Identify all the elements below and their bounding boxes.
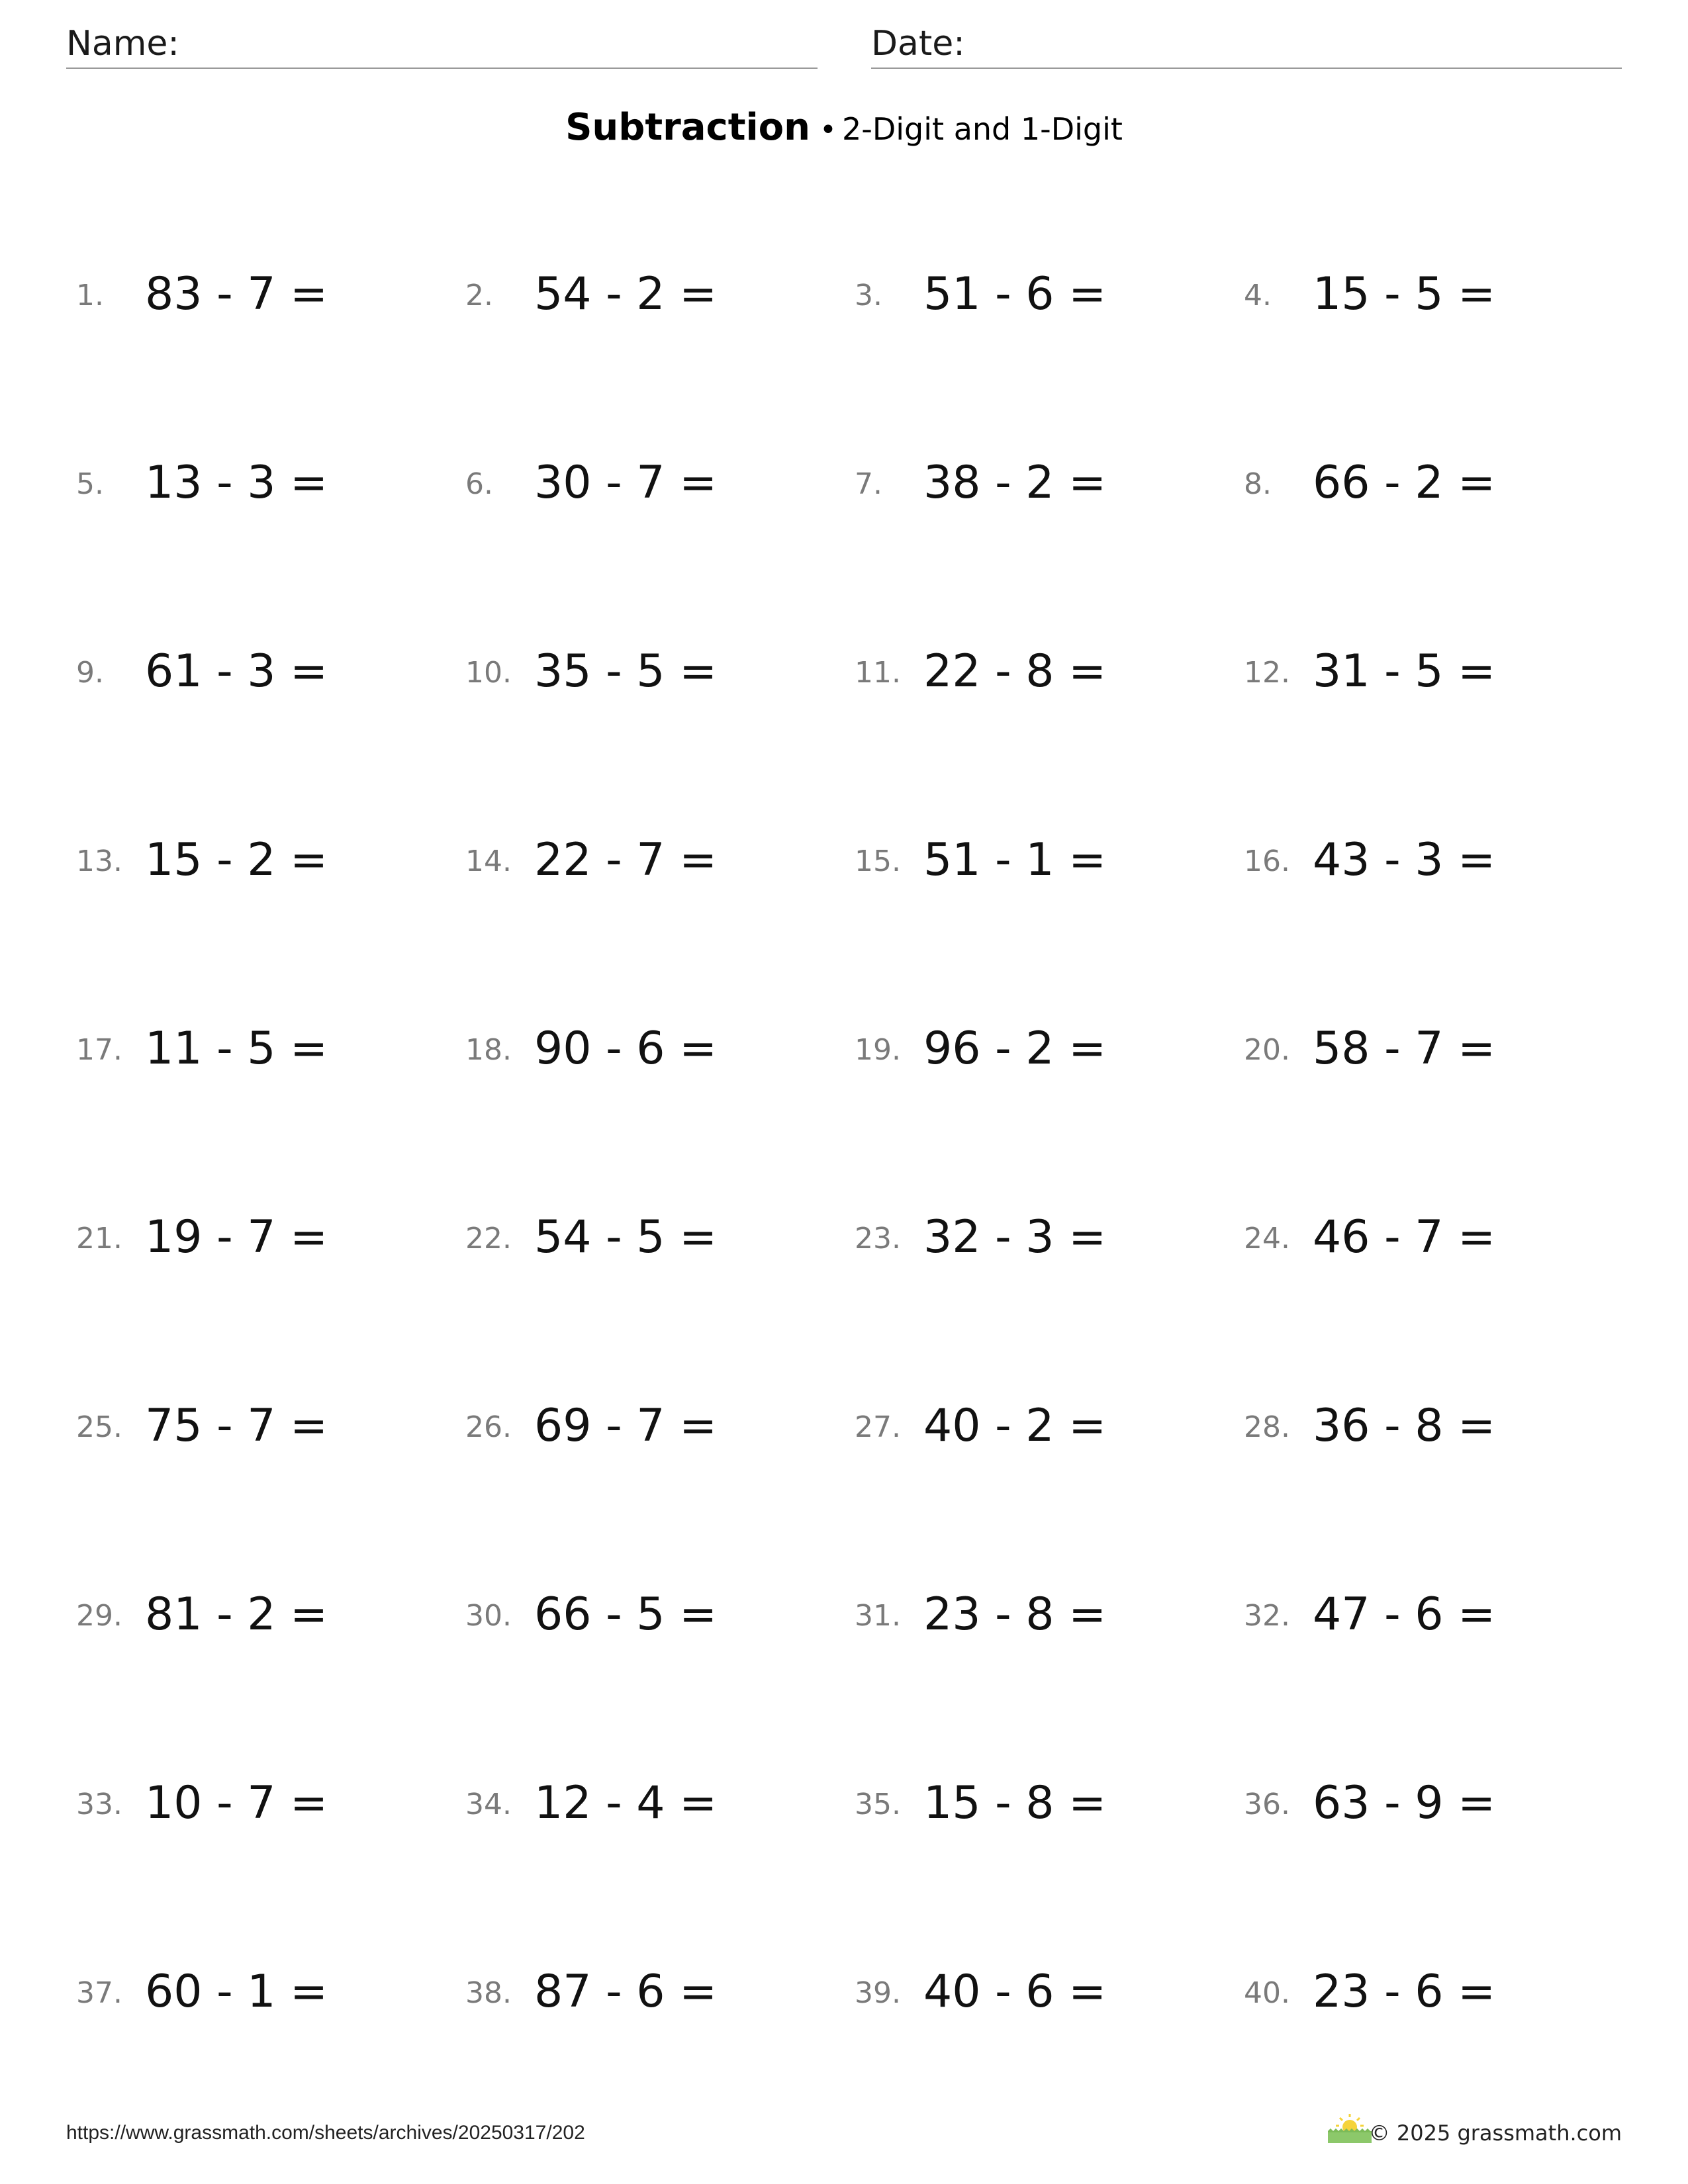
problem-expression: 81 - 2 = [145, 1588, 328, 1641]
problem-number: 16. [1244, 844, 1290, 878]
problem-expression: 19 - 7 = [145, 1211, 328, 1263]
problem-number: 22. [465, 1222, 512, 1255]
problem-number: 1. [76, 279, 104, 312]
problem-number: 34. [465, 1788, 512, 1821]
problem-expression: 96 - 2 = [923, 1023, 1107, 1075]
problem-expression: 54 - 5 = [534, 1211, 718, 1263]
worksheet-title [0, 106, 1688, 149]
problem-number: 20. [1244, 1033, 1290, 1067]
grass-sun-logo-icon [1327, 2111, 1373, 2144]
footer-url[interactable]: https://www.grassmath.com/sheets/archives/20250317/202 [66, 2122, 585, 2144]
problem-expression: 13 - 3 = [145, 457, 328, 509]
problem-number: 17. [76, 1033, 122, 1067]
footer-copyright: © 2025 grassmath.com [1368, 2120, 1622, 2146]
problem-number: 30. [465, 1599, 512, 1633]
problem-number: 27. [855, 1410, 901, 1444]
name-label: Name: [66, 24, 179, 64]
problem-number: 24. [1244, 1222, 1290, 1255]
title-main: Subtraction [565, 106, 811, 149]
problem-expression: 10 - 7 = [145, 1777, 328, 1829]
problem-expression: 51 - 6 = [923, 268, 1107, 320]
problem-expression: 12 - 4 = [534, 1777, 718, 1829]
title-separator: • [820, 113, 837, 147]
problem-expression: 47 - 6 = [1313, 1588, 1496, 1641]
problem-number: 18. [465, 1033, 512, 1067]
problem-number: 38. [465, 1976, 512, 2010]
problem-expression: 22 - 7 = [534, 834, 718, 886]
problem-number: 13. [76, 844, 122, 878]
problem-expression: 32 - 3 = [923, 1211, 1107, 1263]
problem-expression: 23 - 6 = [1313, 1966, 1496, 2018]
problem-expression: 54 - 2 = [534, 268, 718, 320]
problem-expression: 75 - 7 = [145, 1400, 328, 1452]
problem-number: 35. [855, 1788, 901, 1821]
problem-number: 15. [855, 844, 901, 878]
name-field[interactable] [66, 24, 818, 69]
problem-number: 32. [1244, 1599, 1290, 1633]
problem-expression: 66 - 5 = [534, 1588, 718, 1641]
problem-number: 4. [1244, 279, 1272, 312]
problem-number: 2. [465, 279, 493, 312]
problem-number: 23. [855, 1222, 901, 1255]
problem-number: 12. [1244, 656, 1290, 690]
problem-number: 9. [76, 656, 104, 690]
problem-number: 8. [1244, 467, 1272, 501]
problem-expression: 40 - 2 = [923, 1400, 1107, 1452]
problem-expression: 35 - 5 = [534, 645, 718, 698]
date-field[interactable] [871, 24, 1622, 69]
problem-expression: 60 - 1 = [145, 1966, 328, 2018]
problem-expression: 43 - 3 = [1313, 834, 1496, 886]
problem-number: 25. [76, 1410, 122, 1444]
problem-expression: 83 - 7 = [145, 268, 328, 320]
problem-number: 7. [855, 467, 882, 501]
problem-expression: 46 - 7 = [1313, 1211, 1496, 1263]
title-subtitle: 2-Digit and 1-Digit [841, 111, 1123, 147]
problem-number: 19. [855, 1033, 901, 1067]
date-label: Date: [871, 24, 965, 64]
problem-number: 39. [855, 1976, 901, 2010]
problem-number: 31. [855, 1599, 901, 1633]
problem-number: 10. [465, 656, 512, 690]
problem-number: 26. [465, 1410, 512, 1444]
problem-expression: 23 - 8 = [923, 1588, 1107, 1641]
problem-expression: 40 - 6 = [923, 1966, 1107, 2018]
problem-expression: 58 - 7 = [1313, 1023, 1496, 1075]
problem-number: 21. [76, 1222, 122, 1255]
problem-expression: 61 - 3 = [145, 645, 328, 698]
problem-expression: 90 - 6 = [534, 1023, 718, 1075]
problem-number: 11. [855, 656, 901, 690]
problem-expression: 15 - 8 = [923, 1777, 1107, 1829]
problem-number: 36. [1244, 1788, 1290, 1821]
problem-number: 37. [76, 1976, 122, 2010]
problem-expression: 63 - 9 = [1313, 1777, 1496, 1829]
problem-expression: 15 - 5 = [1313, 268, 1496, 320]
problem-number: 28. [1244, 1410, 1290, 1444]
problem-expression: 36 - 8 = [1313, 1400, 1496, 1452]
problem-expression: 51 - 1 = [923, 834, 1107, 886]
problem-expression: 11 - 5 = [145, 1023, 328, 1075]
problem-expression: 22 - 8 = [923, 645, 1107, 698]
problem-number: 33. [76, 1788, 122, 1821]
problem-number: 40. [1244, 1976, 1290, 2010]
problem-number: 3. [855, 279, 882, 312]
problem-expression: 87 - 6 = [534, 1966, 718, 2018]
problem-number: 5. [76, 467, 104, 501]
problem-number: 6. [465, 467, 493, 501]
problem-number: 29. [76, 1599, 122, 1633]
problem-expression: 31 - 5 = [1313, 645, 1496, 698]
problem-expression: 69 - 7 = [534, 1400, 718, 1452]
problem-number: 14. [465, 844, 512, 878]
problem-expression: 30 - 7 = [534, 457, 718, 509]
problem-expression: 66 - 2 = [1313, 457, 1496, 509]
problem-expression: 38 - 2 = [923, 457, 1107, 509]
problem-expression: 15 - 2 = [145, 834, 328, 886]
